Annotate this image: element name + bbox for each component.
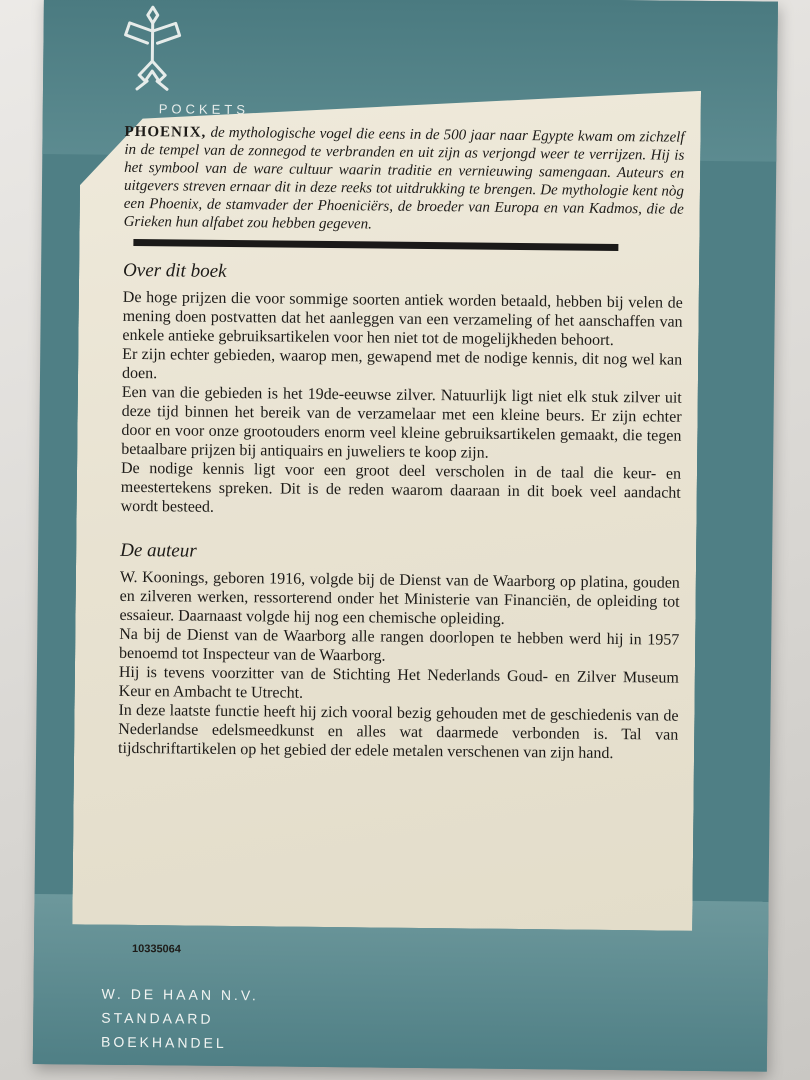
phoenix-intro bbox=[124, 123, 685, 237]
about-book-paragraph: De hoge prijzen die voor sommige soorten antiek worden betaald, hebben bij velen de mening doen postvatten dat het aanleggen van een verzameling of het aanschaffen van enkele antieke gebruiksartikelen voor hen niet tot de mogelijkheden behoort. bbox=[122, 288, 683, 349]
back-cover-text bbox=[118, 123, 685, 764]
about-book-paragraph: Er zijn echter gebieden, waarop men, gewapend met de nodige kennis, dit nog wel kan doen. bbox=[121, 345, 683, 383]
phoenix-intro-text: de mythologische vogel die eens in de 500 jaar naar Egypte kwam om zichzelf in de tempel van de zonnegod te verbranden en uit zijn as verjongd weer te verrijzen. Hij is het symbool van de ware cultuur waarin traditie en vernieuwing samengaan. Auteurs en uitgevers streven ernaar dit in deze reeks tot uitdrukking te brengen. De mythologie kent nòg een Phoenix, de stamvader der Phoeniciërs, de broeder van Europa en van Kadmos, die de Grieken hun alfabet zou hebben gegeven. bbox=[123, 124, 685, 233]
phoenix-bird-icon bbox=[117, 1, 188, 97]
publisher-imprint bbox=[101, 983, 259, 1057]
about-book-paragraph: De nodige kennis ligt voor een groot deel verscholen in de taal die keur- en meestertekens spreken. Dit is de reden waarom daaraan in dit boek veel aandacht wordt besteed. bbox=[120, 459, 682, 516]
pockets-label: POCKETS bbox=[158, 101, 250, 118]
pockets-logo bbox=[99, 1, 250, 120]
author-section bbox=[118, 540, 680, 764]
author-paragraph: W. Koonings, geboren 1916, volgde bij de Dienst van de Waarborg op platina, gouden en zilveren werken, ressorterend onder het Ministerie van Financiën, de opleiding tot essaieur. Daarnaast volgde hij nog een chemische opleiding. bbox=[119, 568, 680, 628]
catalog-number: 10335064 bbox=[131, 942, 182, 956]
author-paragraph: In deze laatste functie heeft hij zich vooral bezig gehouden met de geschiedenis van de Nederlandse edelsmeedkunst en alles wat daarmede verbonden is. Tal van tijdschriftartikelen op het gebied der edele metalen verschenen van zijn hand. bbox=[118, 701, 679, 763]
publisher-line: BOEKHANDEL bbox=[100, 1033, 227, 1051]
about-book-paragraph: Een van die gebieden is het 19de-eeuwse zilver. Natuurlijk ligt niet elk stuk zilver uit deze tijd binnen het bereik van de verzamelaar met een kleine beurs. Er zijn echter door en voor onze grootouders enorm veel kleine gebruiksartikelen gemaakt, die tegen betaalbare prijzen bij antiquairs en juweliers te koop zijn. bbox=[121, 383, 682, 462]
about-book-heading: Over dit boek bbox=[123, 259, 227, 282]
section-divider bbox=[133, 239, 618, 251]
phoenix-intro-lead: PHOENIX, bbox=[124, 123, 207, 141]
about-book-body bbox=[121, 288, 683, 522]
publisher-line: STANDAARD bbox=[101, 1009, 214, 1027]
author-heading: De auteur bbox=[120, 539, 197, 562]
author-paragraph: Hij is tevens voorzitter van de Stichting Het Nederlands Goud- en Zilver Museum Keur en Ambacht te Utrecht. bbox=[118, 663, 679, 702]
publisher-line: W. DE HAAN N.V. bbox=[101, 985, 259, 1004]
author-paragraph: Na bij de Dienst van de Waarborg alle rangen doorlopen te hebben werd hij in 1957 benoemd tot Inspecteur van de Waarborg. bbox=[119, 625, 680, 665]
author-body bbox=[118, 568, 680, 764]
book-back-cover bbox=[33, 0, 778, 1072]
